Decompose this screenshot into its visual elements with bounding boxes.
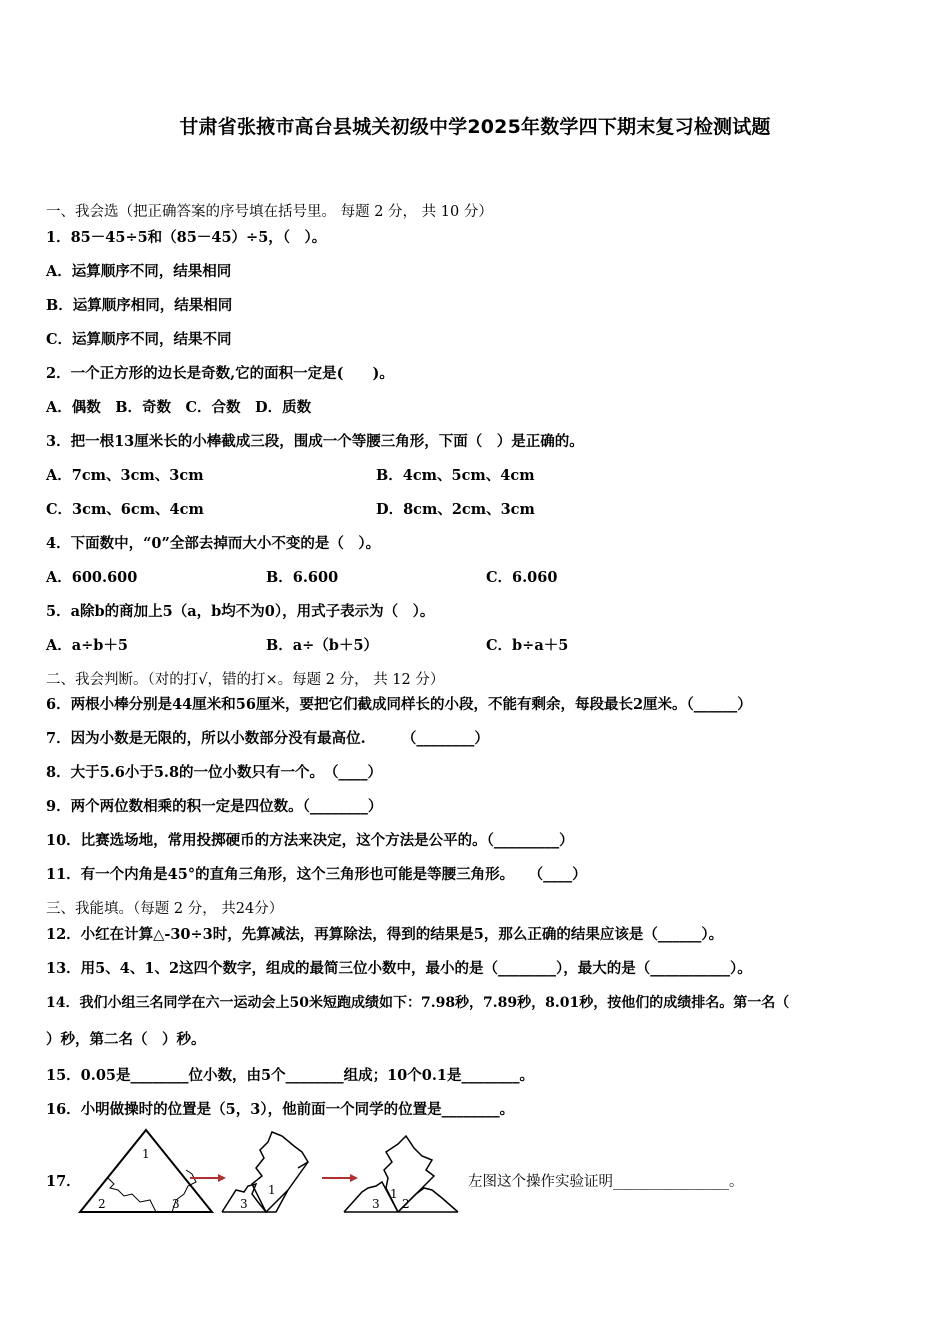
q1-option-b: B．运算顺序相同，结果相同 [46, 297, 233, 314]
angle-label-step2-1: 1 [268, 1183, 276, 1197]
angle-label-step3-1: 1 [390, 1187, 398, 1201]
triangle-folding-figure [72, 1128, 462, 1220]
angle-label-step2-3: 3 [240, 1197, 248, 1211]
question-14: 14．我们小组三名同学在六一运动会上50米短跑成绩如下：7.98秒，7.89秒，8.01秒，按他们的成绩排名。第一名（ [46, 995, 790, 1011]
question-1: 1．85－45÷5和（85－45）÷5，（ ）。 [46, 229, 327, 246]
q5-option-b: B．a÷（b＋5） [266, 637, 379, 654]
question-12: 12．小红在计算△-30÷3时，先算减法，再算除法，得到的结果是5，那么正确的结果应该是（______）。 [46, 926, 724, 943]
q1-option-a: A．运算顺序不同，结果相同 [46, 263, 232, 280]
q3-option-d: D．8cm、2cm、3cm [376, 501, 535, 518]
question-4: 4．下面数中，“0”全部去掉而大小不变的是（ ）。 [46, 535, 381, 552]
question-5: 5．a除b的商加上5（a，b均不为0），用式子表示为（ ）。 [46, 603, 435, 620]
q1-option-c: C．运算顺序不同，结果不同 [46, 331, 232, 348]
question-3: 3．把一根13厘米长的小棒截成三段，围成一个等腰三角形，下面（ ）是正确的。 [46, 433, 584, 450]
question-17-text: 左图这个操作实验证明________________。 [468, 1174, 744, 1190]
angle-label-step3-2: 2 [402, 1197, 410, 1211]
question-10: 10．比赛选场地，常用投掷硬币的方法来决定，这个方法是公平的。（_________） [46, 832, 574, 849]
question-11: 11．有一个内角是45°的直角三角形，这个三角形也可能是等腰三角形。 （____） [46, 866, 587, 883]
angle-label-1: 1 [142, 1147, 150, 1161]
arrow-right-icon-2 [322, 1174, 358, 1182]
q4-option-a: A．600.600 [46, 569, 138, 586]
question-16: 16．小明做操时的位置是（5，3），他前面一个同学的位置是________。 [46, 1101, 515, 1118]
q4-option-c: C．6.060 [486, 569, 558, 586]
question-9: 9．两个两位数相乘的积一定是四位数。（________） [46, 798, 383, 815]
section-1-heading: 一、我会选（把正确答案的序号填在括号里。 每题 2 分， 共 10 分） [46, 204, 493, 220]
question-14-continued: ）秒，第二名（ ）秒。 [46, 1031, 206, 1048]
assembled-angles [344, 1136, 458, 1212]
question-15: 15．0.05是________位小数，由5个________组成；10个0.1是________。 [46, 1067, 534, 1084]
angle-label-3: 3 [172, 1197, 180, 1211]
question-2: 2．一个正方形的边长是奇数,它的面积一定是( )。 [46, 365, 394, 382]
question-7: 7．因为小数是无限的，所以小数部分没有最高位. （________） [46, 730, 489, 747]
folded-triangle-step-2 [222, 1132, 308, 1212]
question-17-number: 17． [46, 1173, 81, 1190]
q5-option-a: A．a÷b＋5 [46, 637, 129, 654]
page-title: 甘肃省张掖市高台县城关初级中学2025年数学四下期末复习检测试题 [179, 116, 771, 138]
q4-option-b: B．6.600 [266, 569, 339, 586]
angle-label-2: 2 [98, 1197, 106, 1211]
q2-options: A．偶数 B．奇数 C．合数 D．质数 [46, 399, 312, 416]
section-2-heading: 二、我会判断。（对的打√，错的打×。每题 2 分， 共 12 分） [46, 672, 445, 688]
question-6: 6．两根小棒分别是44厘米和56厘米，要把它们截成同样长的小段，不能有剩余，每段最长2厘米。（______） [46, 696, 752, 713]
section-3-heading: 三、我能填。（每题 2 分， 共24分） [46, 901, 284, 917]
q3-option-a: A．7cm、3cm、3cm [46, 467, 204, 484]
q3-option-c: C．3cm、6cm、4cm [46, 501, 204, 518]
question-13: 13．用5、4、1、2这四个数字，组成的最简三位小数中，最小的是（________），最大的是（___________）。 [46, 960, 752, 977]
question-8: 8．大于5.6小于5.8的一位小数只有一个。 （____） [46, 764, 383, 781]
q5-option-c: C．b÷a＋5 [486, 637, 569, 654]
q3-option-b: B．4cm、5cm、4cm [376, 467, 535, 484]
angle-label-step3-3: 3 [372, 1197, 380, 1211]
